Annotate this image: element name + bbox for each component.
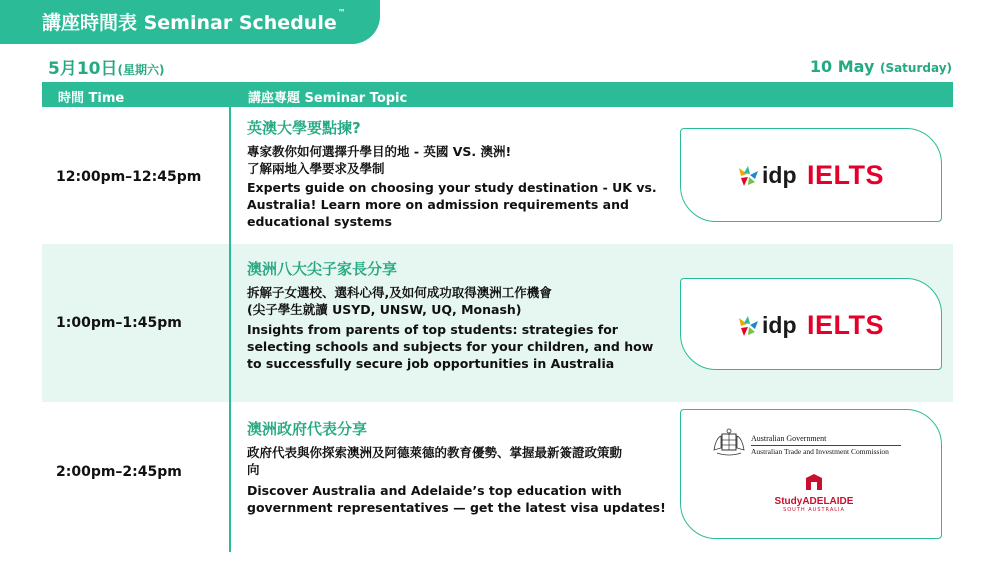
date-chinese (48, 54, 164, 79)
row-desc-en: Experts guide on choosing your study destination - UK vs. Australia! Learn more on admission requirements and educational systems (247, 180, 657, 229)
study-adelaide-icon (802, 472, 826, 492)
header-time: 時間 Time (58, 91, 125, 106)
schedule-row (42, 107, 953, 244)
idp-icon (737, 165, 759, 187)
idp-logo: idp (737, 312, 797, 339)
page-title: 講座時間表 Seminar Schedule™ (42, 8, 346, 34)
row-time: 1:00pm–1:45pm (56, 315, 182, 331)
gov-agency: Australian Trade and Investment Commission (751, 447, 889, 456)
australian-government-logo (711, 428, 911, 462)
table-header (42, 82, 953, 107)
date-zh-day: (星期六) (117, 63, 165, 77)
date-en-day: (Saturday) (879, 61, 952, 75)
idp-icon (737, 315, 759, 337)
date-english (810, 57, 952, 76)
column-divider (229, 107, 231, 552)
logo-card (680, 278, 942, 370)
header-topic: 講座專題 Seminar Topic (248, 91, 408, 106)
schedule-row (42, 244, 953, 402)
date-zh-text: 5月10日 (48, 59, 118, 79)
ielts-logo: IELTS (807, 160, 885, 190)
row-desc-en: Insights from parents of top students: strategies for selecting schools and subjects for your children, and how to successfully secure job opportunities in Australia (247, 322, 654, 371)
row-title: 澳洲政府代表分享 (247, 420, 368, 438)
gov-name: Australian Government (751, 434, 827, 443)
title-banner (0, 0, 380, 44)
idp-logo: idp (737, 162, 797, 189)
schedule-row (42, 402, 953, 552)
logo-card (680, 128, 942, 222)
row-desc-zh: 政府代表與你探索澳洲及阿德萊德的教育優勢、掌握最新簽證政策動向 (247, 445, 623, 477)
row-desc-zh: 拆解子女選校、選科心得,及如何成功取得澳洲工作機會 (尖子學生就讀 USYD, UNSW, UQ, Monash) (247, 285, 552, 317)
coat-of-arms-icon (711, 428, 747, 458)
row-desc-zh: 專家教你如何選擇升學目的地 - 英國 VS. 澳洲! 了解兩地入學要求及學制 (247, 144, 512, 176)
row-desc-en: Discover Australia and Adelaide’s top education with government representatives — get the latest visa updates! (247, 483, 666, 515)
row-time: 2:00pm–2:45pm (56, 464, 182, 480)
row-time: 12:00pm–12:45pm (56, 169, 202, 185)
logo-card (680, 409, 942, 539)
date-en-text: 10 May (809, 57, 875, 76)
divider (751, 445, 901, 446)
study-adelaide-logo: StudyADELAIDE SOUTH AUSTRALIA (769, 472, 859, 513)
row-title: 英澳大學要點揀? (247, 119, 361, 137)
ielts-logo: IELTS (807, 310, 885, 340)
row-title: 澳洲八大尖子家長分享 (247, 260, 398, 278)
